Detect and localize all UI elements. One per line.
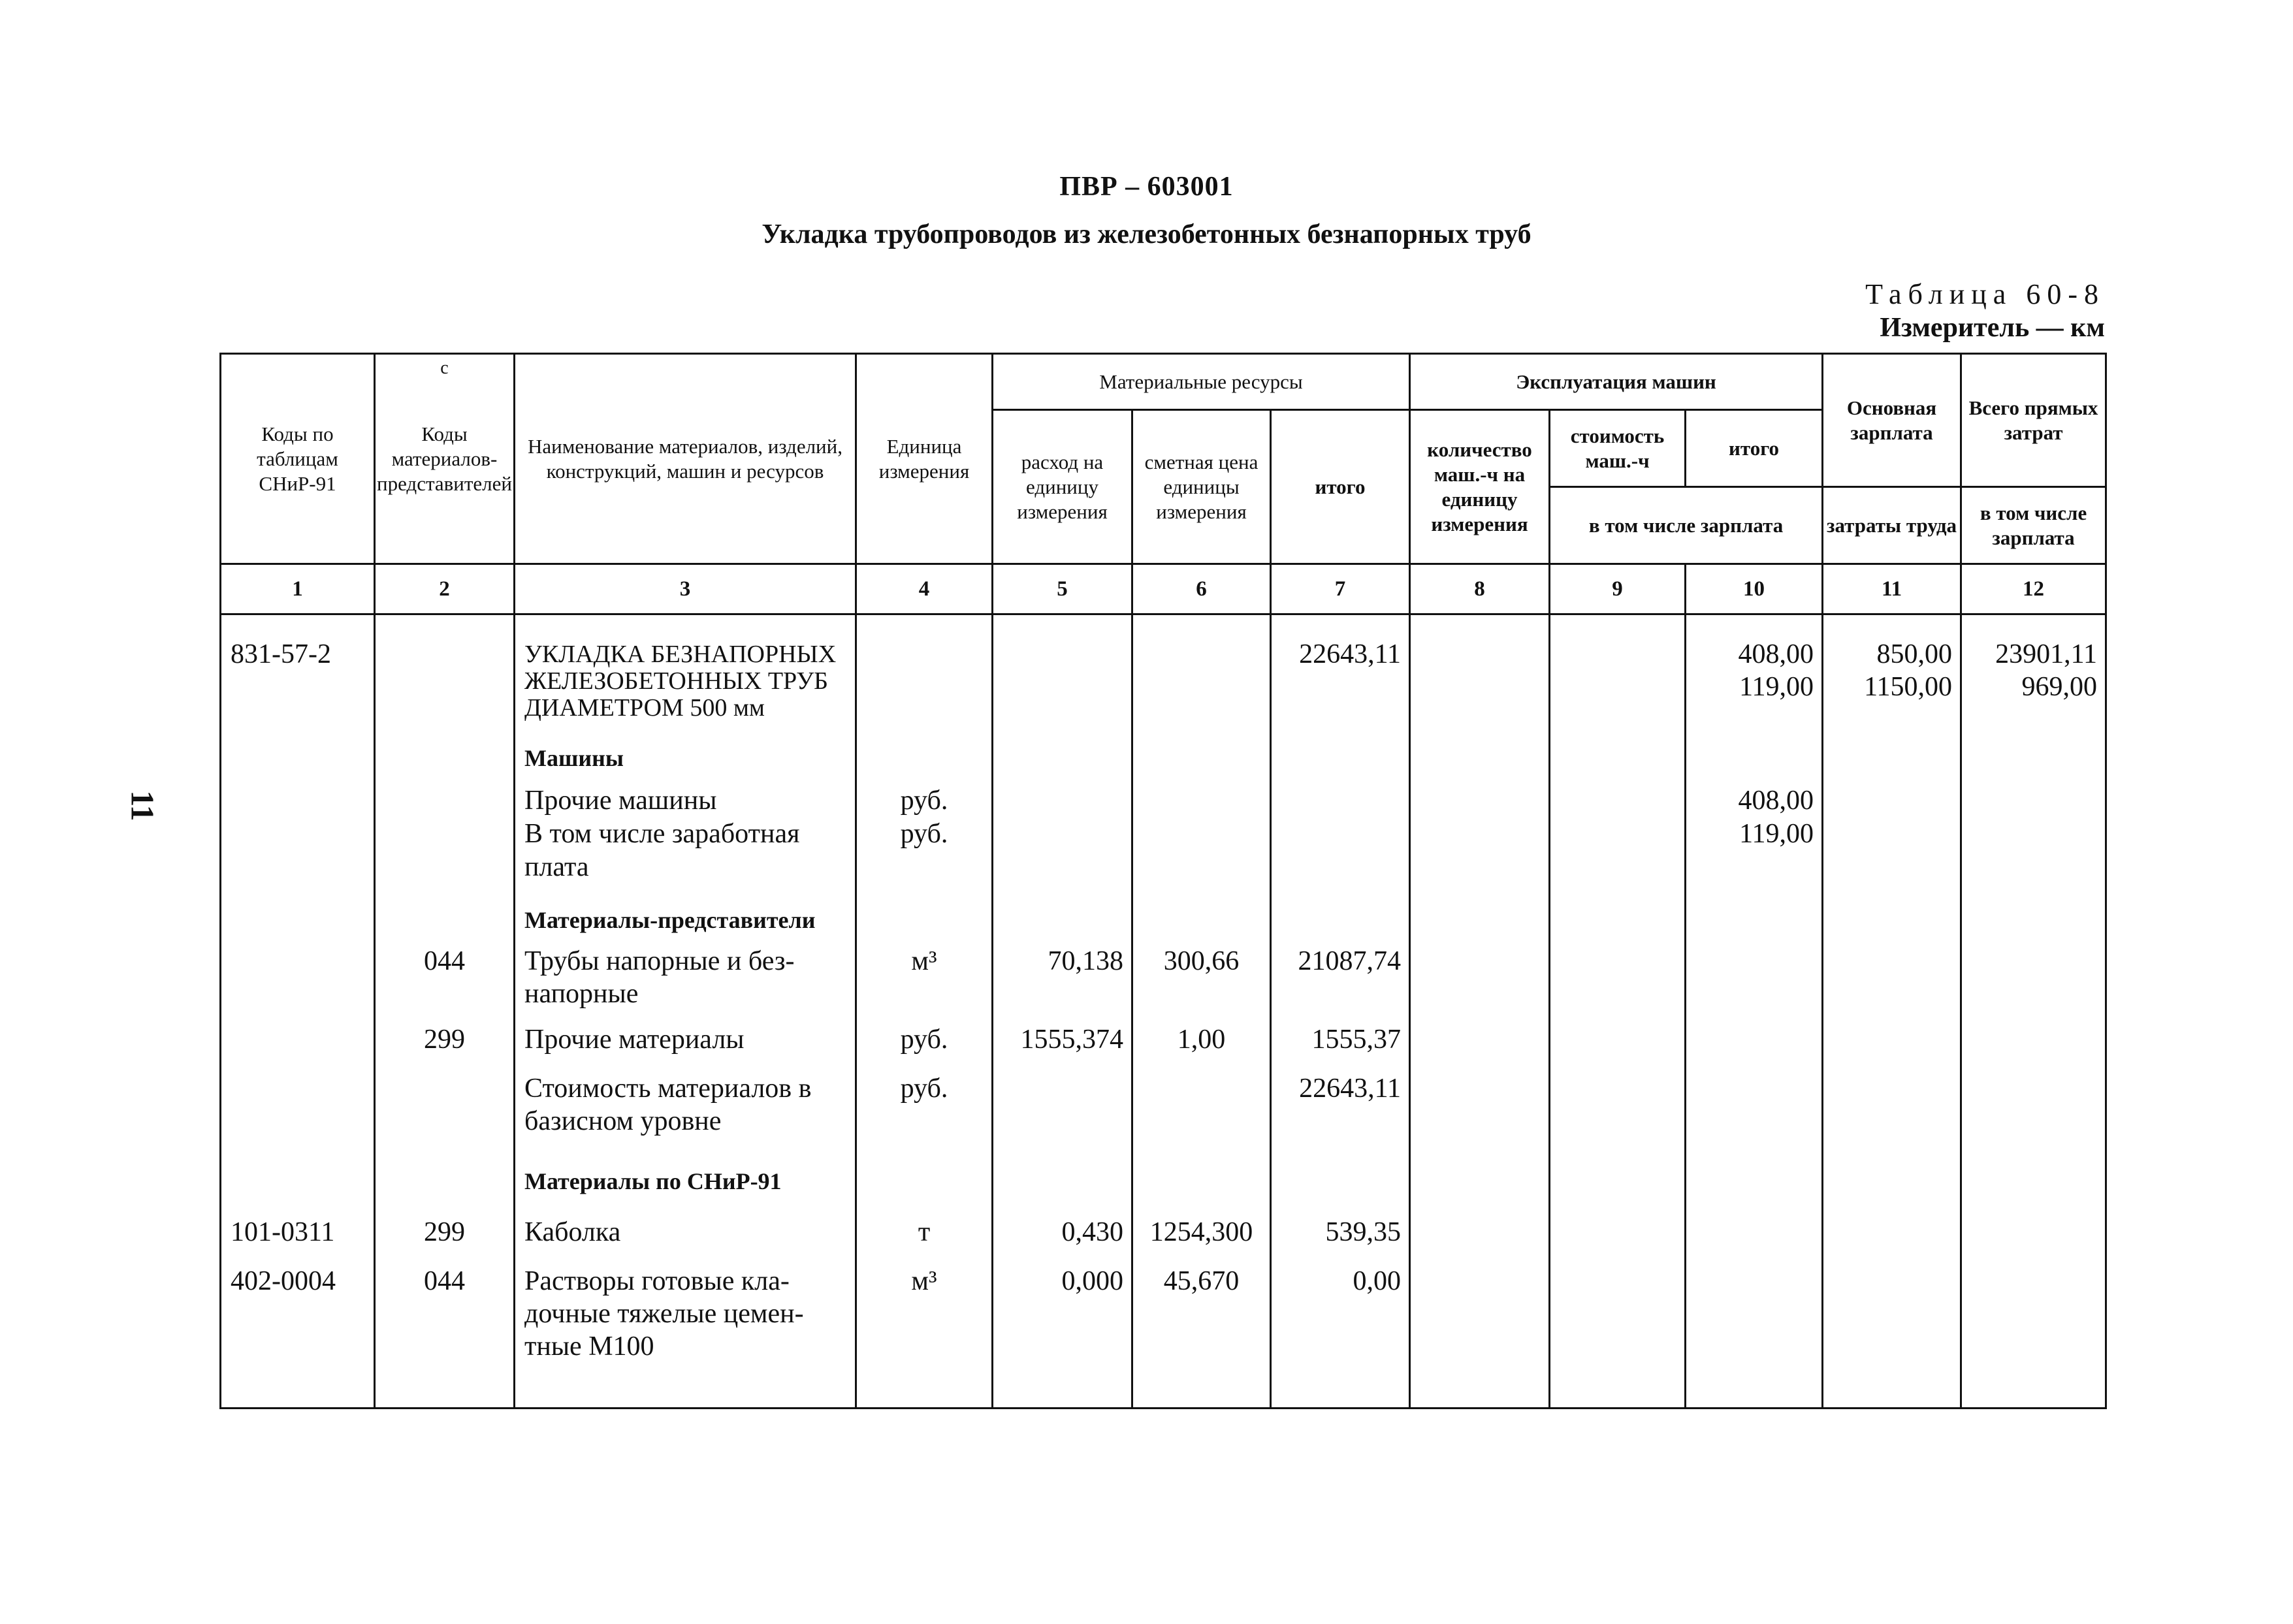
pipes-name-line-2: напорные bbox=[524, 979, 639, 1009]
header-col-12: Всего прямых затрат bbox=[1961, 354, 2106, 487]
column-number: 2 bbox=[375, 564, 515, 614]
mortar-total: 0,00 bbox=[1353, 1266, 1402, 1296]
header-col-7: итого bbox=[1271, 410, 1410, 564]
kabolka-price: 1254,300 bbox=[1149, 1217, 1253, 1247]
body-col-10 bbox=[1686, 614, 1823, 1409]
othermat-rate: 1555,374 bbox=[1020, 1025, 1123, 1055]
matcost-unit: руб. bbox=[900, 1074, 948, 1104]
main-direct-wage: 969,00 bbox=[2021, 672, 2098, 702]
mortar-name-line-1: Растворы готовые кла- bbox=[524, 1266, 790, 1296]
othermat-total: 1555,37 bbox=[1311, 1025, 1402, 1055]
body-col-1 bbox=[221, 614, 375, 1409]
main-direct-total: 23901,11 bbox=[1995, 639, 2098, 669]
section-snir-materials: Материалы по СНиР-91 bbox=[524, 1168, 782, 1194]
header-col-1: Коды по таблицам СНиР-91 bbox=[221, 354, 375, 564]
incl-wage-unit: руб. bbox=[900, 819, 948, 849]
header-group-machines: Эксплуатация машин bbox=[1410, 354, 1823, 410]
document-title: Укладка трубопроводов из железобетонных безнапорных труб bbox=[762, 219, 1531, 249]
column-number: 7 bbox=[1271, 564, 1410, 614]
column-number: 9 bbox=[1550, 564, 1686, 614]
main-wage: 850,00 bbox=[1876, 639, 1953, 669]
header-col-2-label: Коды материалов-представителей bbox=[376, 422, 512, 495]
main-labor: 1150,00 bbox=[1864, 672, 1953, 702]
main-name-line-2: ЖЕЛЕЗОБЕТОННЫХ ТРУБ bbox=[524, 667, 828, 695]
matcost-name-line-1: Стоимость материалов в bbox=[524, 1074, 812, 1104]
column-number-row bbox=[221, 564, 2106, 614]
body-col-9 bbox=[1550, 614, 1686, 1409]
main-code: 831-57-2 bbox=[231, 639, 331, 669]
column-number: 11 bbox=[1823, 564, 1961, 614]
incl-wage-line-1: В том числе заработная bbox=[524, 819, 800, 849]
kabolka-total: 539,35 bbox=[1325, 1217, 1402, 1247]
header-col-9-10-sub: в том числе зарплата bbox=[1550, 487, 1823, 564]
measure-unit: Измеритель — км bbox=[1880, 313, 2105, 343]
section-rep-materials: Материалы-представители bbox=[524, 907, 816, 933]
header-col-8: количество маш.-ч на единицу измерения bbox=[1410, 410, 1550, 564]
pipes-code: 044 bbox=[424, 946, 465, 976]
header-col-12-sub: в том числе зарплата bbox=[1961, 487, 2106, 564]
body-col-12 bbox=[1961, 614, 2106, 1409]
header-col-11-sub: затраты труда bbox=[1823, 487, 1961, 564]
header-col-3: Наименование материалов, изделий, конструкций, машин и ресурсов bbox=[515, 354, 856, 564]
incl-wage-line-2: плата bbox=[524, 852, 589, 882]
header-col-10: итого bbox=[1686, 410, 1823, 487]
main-machines-total: 408,00 bbox=[1738, 639, 1814, 669]
column-number: 5 bbox=[993, 564, 1132, 614]
table-body bbox=[221, 614, 2106, 1409]
kabolka-unit: т bbox=[918, 1217, 931, 1247]
document-code: ПВР – 603001 bbox=[1059, 172, 1234, 202]
header-col-2-mark: c bbox=[440, 358, 449, 378]
header-col-11: Основная зарплата bbox=[1823, 354, 1961, 487]
header-col-5: расход на единицу измерения bbox=[993, 410, 1132, 564]
othermat-code: 299 bbox=[424, 1025, 465, 1055]
body-col-11 bbox=[1823, 614, 1961, 1409]
body-col-7 bbox=[1271, 614, 1410, 1409]
main-machines-wage: 119,00 bbox=[1739, 672, 1814, 702]
other-machines-name: Прочие машины bbox=[524, 786, 717, 816]
kabolka-code: 299 bbox=[424, 1217, 465, 1247]
column-number: 10 bbox=[1686, 564, 1823, 614]
other-machines-total: 408,00 bbox=[1738, 786, 1814, 816]
body-col-5 bbox=[993, 614, 1132, 1409]
header-col-6: сметная цена единицы измерения bbox=[1132, 410, 1271, 564]
pipes-name-line-1: Трубы напорные и без- bbox=[524, 946, 795, 976]
page-number: 11 bbox=[124, 790, 161, 821]
pipes-rate: 70,138 bbox=[1048, 946, 1123, 976]
mortar-unit: м³ bbox=[911, 1266, 937, 1296]
other-machines-unit: руб. bbox=[900, 786, 948, 816]
main-name-line-3: ДИАМЕТРОМ 500 мм bbox=[524, 694, 765, 722]
matcost-name-line-2: базисном уровне bbox=[524, 1106, 722, 1136]
mortar-name-line-2: дочные тяжелые цемен- bbox=[524, 1299, 804, 1329]
mortar-name-line-3: тные М100 bbox=[524, 1331, 654, 1361]
kabolka-name: Каболка bbox=[524, 1217, 621, 1247]
section-machines: Машины bbox=[524, 745, 624, 771]
header-col-2 bbox=[375, 354, 515, 564]
column-number: 12 bbox=[1961, 564, 2106, 614]
header-col-9: стоимость маш.-ч bbox=[1550, 410, 1686, 487]
column-number: 1 bbox=[221, 564, 375, 614]
othermat-unit: руб. bbox=[900, 1025, 948, 1055]
othermat-name: Прочие материалы bbox=[524, 1025, 745, 1055]
resource-table bbox=[219, 353, 2107, 1409]
othermat-price: 1,00 bbox=[1177, 1025, 1226, 1055]
body-col-4 bbox=[856, 614, 993, 1409]
mortar-rate: 0,000 bbox=[1061, 1266, 1123, 1296]
pipes-unit: м³ bbox=[911, 946, 937, 976]
pipes-price: 300,66 bbox=[1163, 946, 1240, 976]
column-number: 3 bbox=[515, 564, 856, 614]
header-col-4: Единица измерения bbox=[856, 354, 993, 564]
mortar-snir-code: 402-0004 bbox=[231, 1266, 336, 1296]
body-col-2 bbox=[375, 614, 515, 1409]
main-name-line-1: УКЛАДКА БЕЗНАПОРНЫХ bbox=[524, 641, 837, 668]
mortar-price: 45,670 bbox=[1163, 1266, 1240, 1296]
main-total: 22643,11 bbox=[1299, 639, 1402, 669]
body-col-3 bbox=[515, 614, 856, 1409]
table-number: Таблица 60-8 bbox=[1865, 278, 2105, 310]
mortar-code: 044 bbox=[424, 1266, 465, 1296]
header-group-materials: Материальные ресурсы bbox=[993, 354, 1410, 410]
body-col-6 bbox=[1132, 614, 1271, 1409]
column-number: 6 bbox=[1132, 564, 1271, 614]
kabolka-snir-code: 101-0311 bbox=[231, 1217, 335, 1247]
kabolka-rate: 0,430 bbox=[1061, 1217, 1123, 1247]
pipes-total: 21087,74 bbox=[1298, 946, 1402, 976]
matcost-total: 22643,11 bbox=[1299, 1074, 1402, 1104]
column-number: 4 bbox=[856, 564, 993, 614]
incl-wage-total: 119,00 bbox=[1739, 819, 1814, 849]
column-number: 8 bbox=[1410, 564, 1550, 614]
body-col-8 bbox=[1410, 614, 1550, 1409]
